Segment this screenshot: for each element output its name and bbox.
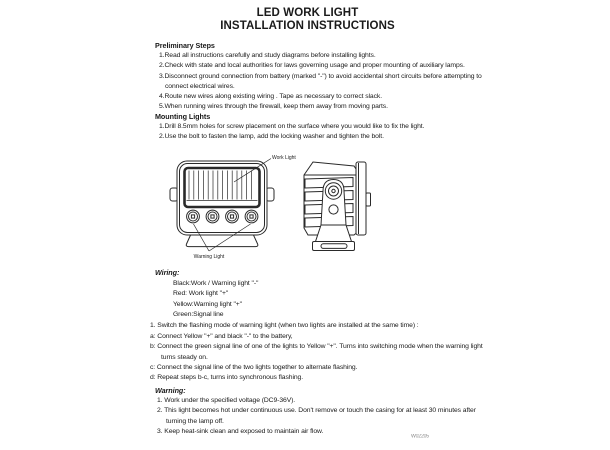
list-item: 3. Keep heat-sink clean and exposed to maintain air flow. bbox=[157, 427, 324, 435]
title-line-1: LED WORK LIGHT bbox=[256, 7, 359, 19]
mounting-lights-heading: Mounting Lights bbox=[155, 112, 211, 121]
list-item: 2.Use the bolt to fasten the lamp, add the locking washer and tighten the bolt. bbox=[159, 133, 384, 141]
wire-color-list bbox=[173, 279, 473, 320]
warning-light-label: Warning Light bbox=[193, 254, 225, 260]
list-item: Green:Signal line bbox=[173, 310, 224, 318]
list-item: 1. Switch the flashing mode of warning light (when two lights are installed at the same time) : bbox=[150, 322, 419, 329]
list-item: Yellow:Warning light "+" bbox=[173, 300, 242, 308]
front-bracket-shape bbox=[186, 234, 258, 247]
preliminary-steps-heading: Preliminary Steps bbox=[155, 41, 215, 50]
list-item: 1. Work under the specified voltage (DC9-36V). bbox=[157, 397, 296, 404]
mounting-lights-list bbox=[159, 122, 504, 143]
list-item: 1.Read all instructions carefully and study diagrams before installing lights. bbox=[159, 52, 376, 59]
list-item: c: Connect the signal line of the two lights together to alternate flashing. bbox=[150, 363, 358, 371]
list-item: 4.Route new wires along existing wiring . Tape as necessary to correct slack. bbox=[159, 93, 382, 101]
page-title bbox=[140, 7, 475, 33]
housing-outline bbox=[177, 161, 267, 235]
lens-rim-edge bbox=[356, 162, 366, 235]
list-item: Black:Work / Warning light "-" bbox=[173, 280, 259, 287]
flashing-steps-list bbox=[150, 332, 495, 383]
list-item: 2.Check with state and local authorities for laws governing usage and proper mounting of auxiliary lamps. bbox=[159, 62, 465, 70]
side-ear-tab bbox=[366, 193, 371, 206]
list-item: 3.Disconnect ground connection from battery (marked "-") to avoid accidental short circuits before attempting to connect electrical wires. bbox=[159, 72, 482, 90]
front-view-diagram bbox=[170, 159, 274, 252]
product-diagram bbox=[155, 148, 405, 265]
preliminary-steps-list bbox=[159, 51, 504, 113]
doc-code: W02205 bbox=[411, 434, 429, 440]
flashing-mode-intro bbox=[150, 321, 495, 331]
side-view-diagram bbox=[304, 162, 371, 251]
list-item: 2. This light becomes hot under continuous use. Don't remove or touch the casing for at least 30 minutes after turning the lamp off. bbox=[157, 407, 476, 425]
warning-list bbox=[157, 396, 497, 440]
work-light-label: Work Light bbox=[272, 155, 296, 161]
list-item: Red: Work light "+" bbox=[173, 290, 229, 298]
list-item: 5.When running wires through the firewall, keep them away from moving parts. bbox=[159, 103, 388, 111]
list-item: d: Repeat steps b-c, turns into synchronous flashing. bbox=[150, 374, 304, 382]
list-item: 1.Drill 8.5mm holes for screw placement on the surface where you would like to fix the light. bbox=[159, 123, 425, 130]
warning-heading: Warning: bbox=[155, 386, 186, 395]
list-item: b: Connect the green signal line of one of the lights to Yellow "+". Turns into switching mode when the warning light turns steady on. bbox=[150, 343, 483, 361]
list-item: a: Connect Yellow "+" and black "-" to the battery, bbox=[150, 333, 293, 340]
title-line-2: INSTALLATION INSTRUCTIONS bbox=[220, 20, 395, 32]
wiring-heading: Wiring: bbox=[155, 268, 180, 277]
